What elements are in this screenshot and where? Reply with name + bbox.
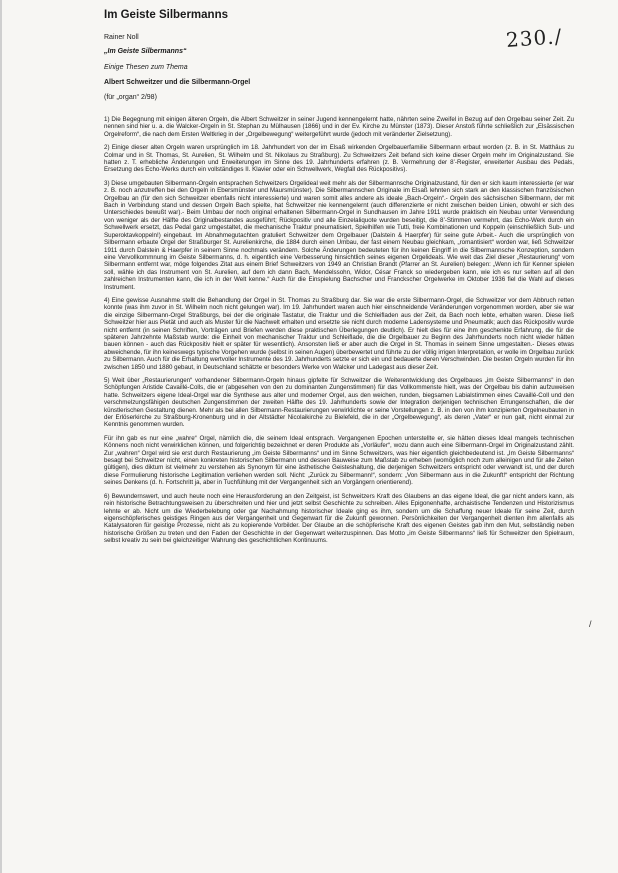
paragraph-5: 5) Weit über „Restaurierungen“ vorhandener Silbermann-Orgeln hinaus gipfelte für Schweitzer die Weiterentwicklung des Orgelbaues „im Geiste Silbermanns“ in den Schöpfungen Aristide Cavaillé-Colls, die er (abgesehen von den zu dominanten Zungenstimmen) für das Vollkommenste hielt, was der Orgelbau bis dahin aufzuweisen hatte. Schweitzers eigene Ideal-Orgel war die Synthese aus alter und moderner Orgel, aus den weichen, runden, biegsamen Labialstimmen eines Cavaillé-Coll und den verschmelzungsfähigen deutschen Zungenstimmen der zweiten Hälfte des 19. Jahrhunderts sowie der Integration derjenigen technischen Errungenschaften, die der künstlerischen Gestaltung dienen. Mehr als bei allen Silbermann-Restaurierungen verwirklichte er seine Vorstellungen z. B. in den von ihm konzipierten Orgelneubauten in der Erlöserkirche zu Straßburg-Kronenburg und in der Altstädter Nicolaikirche zu Bielefeld, die in der „Orgelbewegung“, als deren „Vater“ er nun galt, nicht einmal zur Kenntnis genommen wurden. (104, 377, 574, 429)
scan-edge (0, 0, 2, 873)
paragraph-5b: Für ihn gab es nur eine „wahre“ Orgel, nämlich die, die seinem Ideal entsprach. Vergangenen Epochen unterstellte er, sie hätten dieses Ideal mangels technischen Könnens noch nicht verwirklichen können, und folgerichtig bezeichnet er deren Produkte als „Vorläufer“, wozu dann auch eine Silbermann-Orgel im Originalzustand zählt. Zur „wahren“ Orgel wird sie erst durch Restaurierung „im Geiste Silbermanns“ und im Sinne Schweitzers, was hier eigentlich gleichbedeutend ist. „Im Geiste Silbermanns“ besagt bei Schweitzer nicht, einen konkreten historischen Silbermann und dessen Bauweise zum Maßstab zu erheben (womöglich noch zum alleinigen und für alle Zeiten gültigen), dies diktum ist vielmehr zu verstehen als Synonym für eine ästhetische Geisteshaltung, die derjenigen Schweitzers entspricht oder verwandt ist, und der durch diese Formulierung historische Legitimation verliehen werden soll. Nicht: „Zurück zu Silbermann!“, sondern: „Von Silbermann aus in die Zukunft!“ entspricht der Richtung seines Denkens (d. h. Fortschritt ja, aber in Tuchfühlung mit der Vergangenheit sich an Vorgängern orientierend). (104, 434, 574, 487)
document-title: Im Geiste Silbermanns (104, 9, 228, 21)
paragraph-1: 1) Die Begegnung mit einigen älteren Orgeln, die Albert Schweitzer in seiner Jugend kennengelernt hatte, nährten seine Zweifel in Bezug auf den Orgelbau seiner Zeit. Zu nennen sind hier u. a. die Walcker-Orgeln in St. Stephan zu Mülhausen (1866) und in der Ev. Kirche zu Münster (1873). Dieser Anstoß führte schließlich zur „Elsässischen Orgelreform“, die nach dem Ersten Weltkrieg in der „Orgelbewegung“ weitergeführt wurde (jedoch mit veränderter Zielsetzung). (104, 116, 574, 138)
organ-note: (für „organ“ 2/98) (104, 94, 157, 101)
document-body (104, 116, 574, 551)
subtitle: „Im Geiste Silbermanns“ (104, 48, 187, 55)
thesen-line: Einige Thesen zum Thema (104, 64, 188, 71)
subject-line: Albert Schweitzer und die Silbermann-Orgel (104, 79, 251, 86)
margin-mark: / (589, 619, 592, 629)
paragraph-3: 3) Diese umgebauten Silbermann-Orgeln entsprachen Schweitzers Orgelideal weit mehr als der Silbermannsche Originalzustand, für den er sich kaum interessierte (er war z. B. noch anzutreffen bei den Orgeln in Ebersmünster und Maursmünster). Die Silbermannschen Originale im Elsaß lehnten sich stark an den klassischen französischen Orgelbau an (für den sich Schweitzer ebenfalls nicht interessierte) und waren somit alles andere als ideale „Bach-Orgeln“.- Orgeln des sächsischen Silbermann, der mit Bach in Verbindung stand und dessen Orgeln Bach spielte, hat Schweitzer nie kennengelernt (auch differenzierte er nicht zwischen beiden Linien, obwohl er sich des Unterschiedes bewußt war).- Beim Umbau der noch original erhaltenen Silbermann-Orgel in Sundhausen im Jahre 1911 wurde praktisch ein Neubau unter Verwendung von weniger als der Hälfte des Originalbestandes ausgeführt; Rückpositiv und alle Einzelaliquote wurden beseitigt, die 8’-Stimmen vermehrt, das Echo-Werk durch ein Schwellwerk ersetzt, das Pedal ganz umgestaltet, die mechanische Traktur pneumatisiert, Spielhilfen wie Tutti, freie Kombinationen und Koppeln (einschließlich Sub- und Superoktavkoppeln!) eingebaut. Im Abnahmegutachten gratuliert Schweitzer dem Orgelbauer (Dalstein & Haerpfer) für seine gute Arbeit.- Auch die ursprünglich von Silbermann erbaute Orgel der Straßburger St. Aurelienkirche, die 1884 durch einen Umbau, der fast einem Neubau gleichkam, „romantisiert“ worden war, ließ Schweitzer 1911 durch Dalstein & Haerpfer in seinem Sinne nochmals verändern. Solche Änderungen bedeuteten für ihn keinen Eingriff in die Silbermannsche Konzeption, sondern eine Vervollkommnung im Geiste Silbermanns, d. h. eigentlich eine Verbesserung hinsichtlich seines eigenen Orgelideals. Wie weit das Ziel dieser „Restaurierung“ vom Silbermann entfernt war, möge folgendes Zitat aus einem Brief Schweitzers von 1949 an Christian Brandt (Pfarrer an St. Aurelien) belegen: „Wenn ich für Kenner spielen soll, wähle ich das Instrument von St. Aurelien, auf dem ich dann Bach, Mendelssohn, Widor, César Franck so wiedergeben kann, wie ich es nur selten auf all den zahlreichen Instrumenten kann, die ich in der Welt kenne.“ Auch für die Einspielung Bachscher und Franckscher Orgelwerke im Oktober 1936 fiel die Wahl auf dieses Instrument. (104, 179, 574, 291)
author-name: Rainer Noll (104, 34, 139, 41)
paragraph-6: 6) Bewundernswert, und auch heute noch eine Herausforderung an den Zeitgeist, ist Schweitzers Kraft des Glaubens an das eigene Ideal, die gar nicht anders kann, als rein historische Betrachtungsweisen zu überschreiten und hier und jetzt selbst Geschichte zu schreiben. Alles Epigonenhafte, archaistische Tendenzen und Historizismus lehnte er ab. Nicht um die Wiederbelebung oder gar Nachahmung historischer Ideale ging es ihm, sondern um die Schaffung neuer Ideale für seine Zeit, durch eigenschöpferisches geistiges Ringen aus der Vergangenheit und Gegenwart für die Zukunft gewonnen. Persönlichkeiten der Vergangenheit dienten ihm allenfalls als Katalysatoren für geistige Prozesse, nicht als zu kopierende Vorbilder. Der Glaube an die schöpferische Kraft des eigenen Geistes gab ihm den Mut, selbständig neben historische Größen zu treten und den Faden der Geschichte in der Gegenwart weiterzuspinnen. Das Motto „im Geiste Silbermanns“ ließ für Schweitzer den Spielraum, selbst kreativ zu sein bei gleichzeitiger Wahrung des geschichtlichen Kontinuums. (104, 492, 574, 545)
paragraph-2: 2) Einige dieser alten Orgeln waren ursprünglich im 18. Jahrhundert von der im Elsaß wirkenden Orgelbauerfamilie Silbermann erbaut worden (z. B. in St. Matthäus zu Colmar und in St. Thomas, St. Aurelien, St. Wilhelm und St. Nikolaus zu Straßburg). Zu Schweitzers Zeit befand sich keine dieser Orgeln mehr im Originalzustand. Sie hatten z. T. erhebliche Änderungen und Erweiterungen im Sinne des 19. Jahrhunderts erfahren (z. B. Vermehrung der 8’-Register, erweiterter Ausbau des Pedals, Ersetzung des Echo-Werks durch ein vollständiges II. Klavier oder ein Schwellwerk, Wegfall des Rückpositivs). (104, 144, 574, 174)
handwritten-page-number: 230./ (505, 24, 564, 52)
paragraph-4: 4) Eine gewisse Ausnahme stellt die Behandlung der Orgel in St. Thomas zu Straßburg dar. Sie war die erste Silbermann-Orgel, die Schweitzer vor dem Abbruch retten konnte (was ihm zuvor in St. Wilhelm noch nicht gelungen war). Im 19. Jahrhundert waren auch hier einschneidende Veränderungen vorgenommen worden, aber sie war die einzige Silbermann-Orgel Straßburgs, bei der die originale Tastatur, die Traktur und die Schleifladen aus der Zeit, da Bach noch lebte, erhalten waren. Diese ließ Schweitzer hier aus Pietät und auch als Muster für die Nachwelt erhalten und ersetzte sie nicht durch moderne Ladensysteme und Pneumatik; auch das Rückpositiv wurde nicht entfernt (in seinen Schriften, Vorträgen und Briefen werden diese praktischen Überlegungen deutlich). Er hielt dies für eine ihm geschenkte Erfahrung, die für die späteren Jahrzehnte Maßstab wurde: die Einheit von mechanischer Traktur und Schleiflade, die die Orgelbauer zu Beginn des Jahrhunderts noch nicht wieder hätten bauen können - auch das Rückpositiv hielt er später für wesentlich). Ansonsten ließ er aber auch die Orgel in St. Thomas in seinem Sinne umgestalten.- Dieses etwas abweichende, für ihn keineswegs typische Vorgehen wurde (selbst in seinen Augen) überbewertet und führte zu der völlig irrigen Interpretation, er wolle im Orgelbau zurück zu Silbermann. Auch für die Erhaltung wertvoller Instrumente des 19. Jahrhunderts setzte er sich ein und bedauerte deren Verschwinden. Die besten Orgeln wurden für ihn zwischen 1850 und 1880 gebaut, in Deutschland schätzte er besonders Werke von Walcker und Ladegast aus dieser Zeit. (104, 296, 574, 371)
